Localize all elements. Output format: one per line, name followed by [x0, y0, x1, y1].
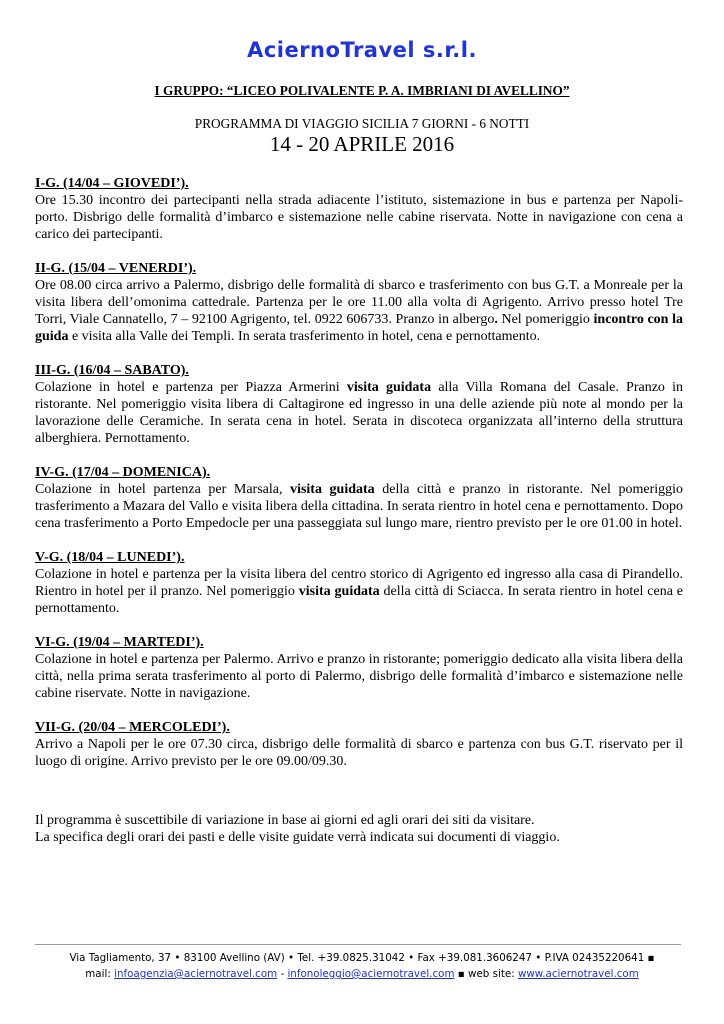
day-title: I-G. (14/04 – GIOVEDI’). — [35, 176, 189, 191]
day-title: II-G. (15/04 – VENERDI’). — [35, 261, 197, 276]
description-text: Ore 15.30 incontro dei partecipanti nella strada adiacente l’istituto, sistemazione in bus e partenza per Napoli-porto. Disbrigo delle formalità d’imbarco e sistemazione nelle cabine riservata. Notte in navigazione con cena a carico dei partecipanti. — [35, 193, 683, 242]
mail-label: mail: — [85, 968, 111, 980]
note-line: La specifica degli orari dei pasti e delle visite guidate verrà indicata sui documenti di viaggio. — [35, 830, 560, 845]
day-block — [35, 260, 683, 345]
description-text: della città di Sciacca. In serata rientro in hotel cena e pernottamento. — [35, 584, 683, 616]
day-title: IV-G. (17/04 – DOMENICA). — [35, 465, 211, 480]
highlight-text: . — [494, 312, 498, 327]
day-description — [35, 651, 683, 702]
company-logo-title: AciernoTravel s.r.l. — [247, 38, 477, 62]
footer-bullet: ▪ — [647, 952, 655, 964]
day-block — [35, 634, 683, 702]
day-block — [35, 362, 683, 447]
trip-dates: 14 - 20 APRILE 2016 — [269, 132, 455, 156]
day-description — [35, 736, 683, 770]
description-text: Nel pomeriggio — [497, 312, 594, 327]
email-link-agency[interactable]: infoagenzia@aciernotravel.com — [114, 968, 278, 980]
description-text: della città e pranzo in ristorante. Nel pomeriggio trasferimento a Mazara del Vallo e visita libera della cittadina. In serata rientro in hotel cena e pernottamento. Dopo cena trasferimento a Porto Empedocle per una passeggiata sul lungo mare, rientro previsto per le ore 01.00 in hotel. — [35, 482, 684, 531]
highlight-text: visita guidata — [298, 584, 380, 599]
description-text: Colazione in hotel e partenza per la visita libera del centro storico di Agrigento ed ingresso alla casa di Pirandello. Rientro in hotel per il pranzo. Nel pomeriggio — [35, 567, 683, 599]
website-link[interactable]: www.aciernotravel.com — [517, 968, 639, 980]
highlight-text: visita guidata — [346, 380, 432, 395]
note-line: Il programma è suscettibile di variazione in base ai giorni ed agli orari dei siti da visitare. — [35, 813, 535, 828]
day-block — [35, 464, 683, 532]
footer-address: Via Tagliamento, 37 • 83100 Avellino (AV) • Tel. +39.0825.31042 • Fax +39.081.3606247 • P.IVA 02435220641 — [69, 952, 645, 964]
day-description — [35, 481, 683, 532]
email-separator: - — [280, 968, 285, 980]
highlight-text: incontro con la guida — [35, 312, 683, 344]
email-link-rental[interactable]: infonoleggio@aciernotravel.com — [287, 968, 455, 980]
day-title: VII-G. (20/04 – MERCOLEDI’). — [35, 720, 230, 735]
footer-contact-line — [0, 966, 724, 982]
day-block — [35, 549, 683, 617]
day-title: III-G. (16/04 – SABATO). — [35, 363, 189, 378]
description-text: alla Villa Romana del Casale. Pranzo in ristorante. Nel pomeriggio visita libera di Caltagirone ed ingresso in una delle aziende più note al mondo per la lavorazione delle Ceramiche. In serata cena in hotel. Serata in discoteca organizzata all’interno della struttura alberghiera. Pernottamento. — [35, 380, 684, 446]
day-title: VI-G. (19/04 – MARTEDI’). — [35, 635, 204, 650]
day-description — [35, 566, 683, 617]
day-block — [35, 719, 683, 770]
day-block — [35, 175, 683, 243]
group-heading: I GRUPPO: “LICEO POLIVALENTE P. A. IMBRIANI DI AVELLINO” — [154, 83, 570, 98]
day-title: V-G. (18/04 – LUNEDI’). — [35, 550, 185, 565]
footer — [0, 950, 724, 982]
description-text: Colazione in hotel e partenza per Palermo. Arrivo e pranzo in ristorante; pomeriggio dedicato alla visita libera della città, nella prima serata trasferimento al porto di Palermo, disbrigo delle formalità d’imbarco e sistemazione nelle cabine riservate. Notte in navigazione. — [35, 652, 683, 701]
description-text: e visita alla Valle dei Templi. In serata trasferimento in hotel, cena e pernottamento. — [68, 329, 541, 344]
web-label: web site: — [468, 968, 515, 980]
highlight-text: visita guidata — [290, 482, 375, 497]
footer-divider — [35, 944, 681, 945]
description-text: Ore 08.00 circa arrivo a Palermo, disbrigo delle formalità di sbarco e trasferimento con bus G.T. a Monreale per la visita libera dell’omonima cattedrale. Partenza per le ore 11.00 alla volta di Agrigento. Arrivo presso hotel Tre Torri, Viale Cannatello, 7 – 92100 Agrigento, tel. 0922 606733. Pranzo in albergo — [35, 278, 683, 327]
day-description — [35, 277, 683, 345]
program-title: PROGRAMMA DI VIAGGIO SICILIA 7 GIORNI - 6 NOTTI — [194, 116, 530, 131]
day-description — [35, 379, 683, 447]
description-text: Colazione in hotel e partenza per Piazza Armerini — [35, 380, 347, 395]
day-description — [35, 192, 683, 243]
footer-bullet: ▪ — [457, 968, 465, 980]
description-text: Colazione in hotel partenza per Marsala, — [35, 482, 291, 497]
itinerary-days — [35, 175, 683, 787]
footer-address-line — [0, 950, 724, 966]
notes-section — [35, 812, 695, 846]
description-text: Arrivo a Napoli per le ore 07.30 circa, disbrigo delle formalità di sbarco e partenza con bus G.T. riservato per il luogo di origine. Arrivo previsto per le ore 09.00/09.30. — [35, 737, 683, 769]
